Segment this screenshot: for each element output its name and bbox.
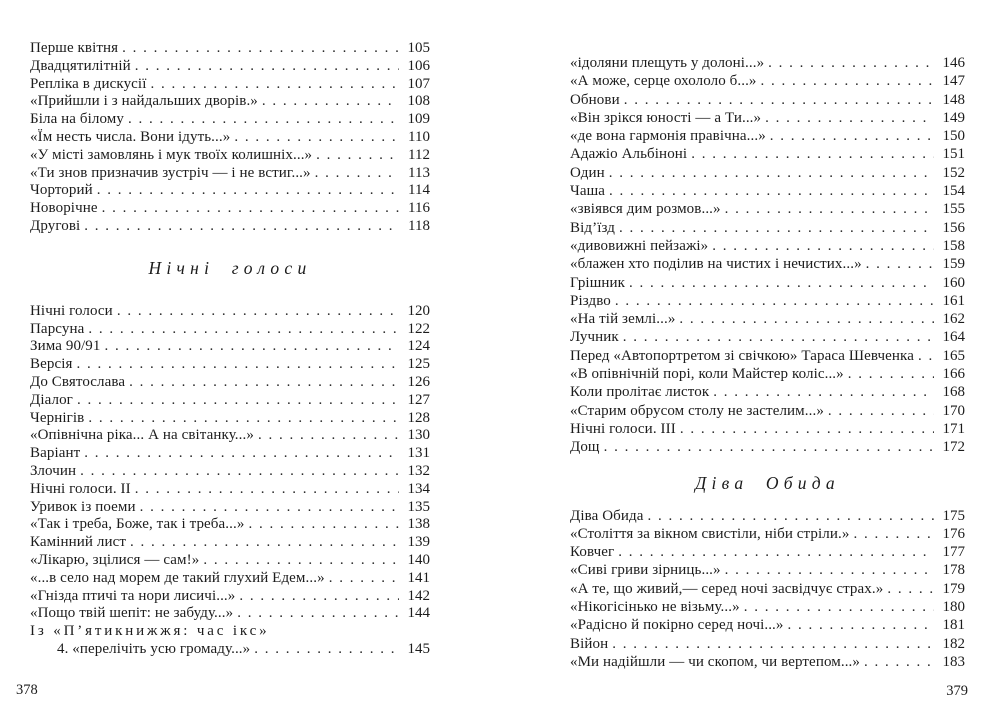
- toc-entry-title: «А те, що живий,— серед ночі засвідчує страх.»: [570, 580, 884, 597]
- toc-entry-page: 142: [407, 587, 430, 604]
- toc-entry-page: 182: [942, 635, 965, 652]
- toc-entry-title: Репліка в дискусії: [30, 75, 147, 92]
- toc-entry-title: «Він зрікся юності — а Ти...»: [570, 109, 762, 126]
- dot-leader: [761, 72, 934, 90]
- toc-entry-title: Діалог: [30, 391, 73, 408]
- toc-entry-page: 141: [407, 569, 430, 586]
- toc-entry-page: 120: [407, 302, 430, 319]
- toc-entry-page: 181: [942, 617, 965, 634]
- toc-entry-title: Діва Обида: [570, 507, 644, 524]
- dot-leader: [258, 427, 399, 445]
- toc-entry-page: 118: [408, 217, 430, 234]
- toc-entry-page: 150: [942, 128, 965, 145]
- toc-entry: [30, 303, 430, 321]
- section-heading: Діва Обида: [695, 472, 840, 493]
- toc-entry-title: «В опівнічній порі, коли Майстер коліс...»: [570, 366, 844, 383]
- dot-leader: [679, 310, 934, 328]
- toc-entry-title: Один: [570, 164, 605, 181]
- toc-page-right: [570, 54, 965, 671]
- toc-entry-page: 168: [942, 384, 965, 401]
- dot-leader: [140, 499, 399, 517]
- dot-leader: [135, 58, 399, 76]
- dot-leader: [88, 410, 399, 428]
- dot-leader: [329, 570, 399, 588]
- dot-leader: [128, 111, 399, 129]
- toc-entry-page: 183: [942, 653, 965, 670]
- toc-entry-page: 105: [407, 40, 430, 56]
- toc-entry-title: «...в село над морем де такий глухий Едем...»: [30, 569, 325, 586]
- toc-entry: [570, 598, 965, 616]
- toc-entry-title: Варіант: [30, 445, 81, 462]
- toc-entry-title: «Їм несть числа. Вони ідуть...»: [30, 128, 231, 145]
- toc-entry-page: 109: [407, 111, 430, 128]
- toc-entry-title: Нічні голоси. III: [570, 420, 676, 437]
- dot-leader: [102, 200, 399, 218]
- toc-entry: [30, 111, 430, 129]
- toc-entry-page: 177: [942, 544, 965, 561]
- toc-entry: [30, 356, 430, 374]
- toc-entry: [30, 338, 430, 356]
- toc-entry: [570, 543, 965, 561]
- toc-entry-title: Чернігів: [30, 409, 85, 426]
- toc-entry-title: Парсуна: [30, 320, 85, 337]
- toc-entry-page: 108: [407, 93, 430, 110]
- toc-entry: [30, 481, 430, 499]
- dot-leader: [316, 147, 399, 165]
- dot-leader: [691, 145, 934, 163]
- dot-leader: [713, 383, 934, 401]
- toc-entry-page: 159: [942, 256, 965, 273]
- toc-entry-page: 130: [407, 427, 430, 444]
- toc-entry: [30, 182, 430, 200]
- dot-leader: [765, 109, 934, 127]
- dot-leader: [122, 40, 399, 58]
- dot-leader: [248, 516, 399, 534]
- dot-leader: [788, 616, 934, 634]
- toc-entry-title: «звіявся дим розмов...»: [570, 201, 721, 218]
- toc-entry: [30, 321, 430, 339]
- section-heading: Нічні голоси: [148, 257, 312, 278]
- dot-leader: [84, 445, 399, 463]
- toc-entry-page: 179: [942, 580, 965, 597]
- toc-entry-title: «Ми надійшли — чи скопом, чи вертепом...»: [570, 653, 861, 670]
- toc-entry: [30, 129, 430, 147]
- toc-entry: [30, 392, 430, 410]
- toc-entry-page: 147: [942, 73, 965, 90]
- toc-entry-page: 176: [942, 525, 965, 542]
- toc-entry-page: 145: [407, 640, 430, 657]
- toc-entry: [570, 383, 965, 401]
- toc-entry-title: Від’їзд: [570, 219, 615, 236]
- toc-entry: [30, 570, 430, 588]
- dot-leader: [848, 365, 934, 383]
- toc-entry-title: «Прийшли і з найдальших дворів.»: [30, 93, 258, 110]
- toc-entry-title: Ковчег: [570, 544, 615, 561]
- toc-entry-page: 164: [942, 329, 965, 346]
- dot-leader: [254, 641, 399, 659]
- dot-leader: [853, 525, 934, 543]
- toc-entry: [30, 147, 430, 165]
- dot-leader: [624, 91, 934, 109]
- dot-leader: [604, 438, 934, 456]
- toc-entry: [570, 365, 965, 383]
- toc-entry-title: «Сиві гриви зірниць...»: [570, 562, 721, 579]
- toc-entry: [570, 328, 965, 346]
- toc-entry: [30, 641, 430, 659]
- toc-entry-title: Війон: [570, 635, 609, 652]
- toc-entry-page: 144: [407, 605, 430, 622]
- dot-leader: [80, 463, 399, 481]
- toc-entry-page: 113: [408, 164, 430, 181]
- toc-entry: [570, 402, 965, 420]
- toc-entry: [570, 219, 965, 237]
- dot-leader: [680, 420, 934, 438]
- toc-entry-page: 138: [407, 516, 430, 533]
- dot-leader: [135, 481, 399, 499]
- toc-entry-page: 106: [407, 57, 430, 74]
- toc-entry-page: 156: [942, 219, 965, 236]
- toc-entry-title: Чорторий: [30, 182, 93, 199]
- toc-entry-title: «Гнізда птичі та нори лисичі...»: [30, 587, 236, 604]
- toc-entry-title: Перше квітня: [30, 40, 119, 56]
- toc-entry: [30, 58, 430, 76]
- dot-leader: [744, 598, 934, 616]
- dot-leader: [623, 328, 934, 346]
- toc-entry-title: «Так і треба, Боже, так і треба...»: [30, 516, 245, 533]
- dot-leader: [615, 292, 934, 310]
- toc-entry-title: Чаша: [570, 183, 606, 200]
- toc-entry-page: 161: [942, 292, 965, 309]
- toc-entry-page: 152: [942, 164, 965, 181]
- dot-leader: [234, 129, 399, 147]
- dot-leader: [647, 507, 934, 525]
- toc-entry-page: 170: [942, 402, 965, 419]
- toc-entry-title: «дивовижні пейзажі»: [570, 237, 709, 254]
- toc-entry-page: 148: [942, 91, 965, 108]
- dot-leader: [77, 356, 400, 374]
- toc-entry: [570, 91, 965, 109]
- toc-entry-page: 155: [942, 201, 965, 218]
- toc-entry-title: Різдво: [570, 292, 611, 309]
- toc-entry-title: «ідоляни плещуть у долоні...»: [570, 55, 765, 71]
- dot-leader: [150, 76, 399, 94]
- toc-entry-page: 135: [407, 498, 430, 515]
- toc-entry-page: 125: [407, 356, 430, 373]
- toc-entry: [570, 580, 965, 598]
- dot-leader: [725, 561, 934, 579]
- toc-entry: [570, 72, 965, 90]
- toc-entry-title: Перед «Автопортретом зі свічкою» Тараса Шевченка: [570, 347, 914, 364]
- toc-entry: [30, 200, 430, 218]
- toc-entry-title: «Лікарю, зцілися — сам!»: [30, 551, 200, 568]
- dot-leader: [239, 588, 399, 606]
- toc-entry-page: 162: [942, 311, 965, 328]
- toc-entry-title: Адажіо Альбіноні: [570, 146, 688, 163]
- toc-entry-title: Другові: [30, 217, 81, 234]
- toc-entry-title: «У місті замовлянь і мук твоїх колишніх...»: [30, 146, 313, 163]
- toc-entry-page: 178: [942, 562, 965, 579]
- dot-leader: [88, 321, 399, 339]
- toc-entry-page: 126: [407, 373, 430, 390]
- dot-leader: [768, 54, 934, 72]
- toc-entry-page: 172: [942, 439, 965, 456]
- toc-entry-title: Нічні голоси: [30, 302, 113, 319]
- toc-entry-title: Лучник: [570, 329, 619, 346]
- toc-entry-title: «Ти знов призначив зустріч — і не встиг...»: [30, 164, 311, 181]
- dot-leader: [262, 93, 399, 111]
- page-number-left: 378: [16, 682, 38, 698]
- toc-entry-page: 110: [408, 128, 430, 145]
- toc-entry-title: Біла на білому: [30, 111, 124, 128]
- toc-entry-title: Камінний лист: [30, 534, 127, 551]
- toc-entry-page: 166: [942, 366, 965, 383]
- dot-leader: [887, 580, 934, 598]
- toc-entry-page: 116: [408, 200, 430, 217]
- toc-entry-page: 171: [942, 420, 965, 437]
- toc-entry: [30, 534, 430, 552]
- dot-leader: [129, 374, 399, 392]
- page-number-right: 379: [946, 683, 968, 699]
- toc-entry-title: «Радісно й покірно серед ночі...»: [570, 617, 784, 634]
- dot-leader: [130, 534, 399, 552]
- toc-entry: [570, 347, 965, 365]
- dot-leader: [203, 552, 399, 570]
- toc-entry-page: 165: [942, 347, 965, 364]
- toc-entry-title: Обнови: [570, 91, 620, 108]
- toc-entry: [570, 310, 965, 328]
- toc-entry-title: Нічні голоси. II: [30, 480, 131, 497]
- toc-entry-title: Дощ: [570, 439, 600, 456]
- toc-entry-title: Злочин: [30, 462, 77, 479]
- toc-entry: [570, 164, 965, 182]
- toc-entry: [30, 463, 430, 481]
- toc-entry: [30, 165, 430, 183]
- dot-leader: [918, 347, 934, 365]
- dot-leader: [97, 182, 399, 200]
- toc-entry: [570, 255, 965, 273]
- toc-entry: [30, 93, 430, 111]
- toc-entry: [570, 182, 965, 200]
- dot-leader: [315, 165, 399, 183]
- toc-entry-page: 132: [407, 462, 430, 479]
- toc-entry: [570, 54, 965, 72]
- dot-leader: [864, 653, 934, 671]
- toc-entry-title: «де вона гармонія правічна...»: [570, 128, 766, 145]
- toc-entry: [570, 561, 965, 579]
- toc-entry: [570, 420, 965, 438]
- dot-leader: [117, 303, 399, 321]
- toc-entry-page: 149: [942, 109, 965, 126]
- toc-entry-page: 131: [407, 445, 430, 462]
- toc-entry-title: «Пощо твій шепіт: не забуду...»: [30, 605, 234, 622]
- toc-entry: [570, 653, 965, 671]
- toc-entry-title: «блажен хто поділив на чистих і нечистих...»: [570, 256, 862, 273]
- toc-entry-title: Версія: [30, 356, 73, 373]
- dot-leader: [84, 218, 399, 236]
- toc-entry-title: Коли пролітає листок: [570, 384, 710, 401]
- toc-entry-title: «Опівнічна ріка... А на світанку...»: [30, 427, 254, 444]
- toc-entry-title: 4. «перелічіть усю громаду...»: [57, 640, 251, 657]
- toc-entry-page: 127: [407, 391, 430, 408]
- toc-entry: [570, 109, 965, 127]
- toc-entry: [570, 292, 965, 310]
- toc-entry: [30, 516, 430, 534]
- toc-entry-title: «Нікогісінько не візьму...»: [570, 599, 740, 616]
- toc-entry: [570, 438, 965, 456]
- dot-leader: [712, 237, 934, 255]
- toc-entry-page: 160: [942, 274, 965, 291]
- toc-entry-page: 139: [407, 534, 430, 551]
- toc-entry-page: 107: [407, 75, 430, 92]
- toc-entry: [30, 552, 430, 570]
- toc-entry-title: Грішник: [570, 274, 625, 291]
- toc-entry: [30, 605, 430, 623]
- toc-entry: [570, 525, 965, 543]
- dot-leader: [237, 605, 399, 623]
- dot-leader: [612, 635, 934, 653]
- toc-entry: [570, 616, 965, 634]
- toc-entry-page: 128: [407, 409, 430, 426]
- dot-leader: [629, 274, 934, 292]
- toc-entry-page: 180: [942, 599, 965, 616]
- toc-entry: [570, 274, 965, 292]
- dot-leader: [619, 219, 934, 237]
- toc-entry-page: 175: [942, 507, 965, 524]
- toc-entry: [570, 200, 965, 218]
- toc-entry: [30, 445, 430, 463]
- toc-entry-title: Двадцятилітній: [30, 57, 131, 74]
- toc-entry: [570, 145, 965, 163]
- toc-entry: [570, 127, 965, 145]
- dot-leader: [618, 543, 934, 561]
- toc-entry-page: 146: [942, 55, 965, 71]
- toc-entry-page: 154: [942, 183, 965, 200]
- dot-leader: [609, 182, 934, 200]
- toc-entry-title: «А може, серце охололо б...»: [570, 73, 757, 90]
- dot-leader: [770, 127, 934, 145]
- dot-leader: [725, 200, 934, 218]
- toc-entry-page: 122: [407, 320, 430, 337]
- toc-entry-page: 112: [408, 146, 430, 163]
- toc-entry: [30, 374, 430, 392]
- toc-entry-title: «Старим обрусом столу не застелим...»: [570, 402, 824, 419]
- toc-entry-page: 114: [408, 182, 430, 199]
- toc-entry-title: Новорічне: [30, 200, 98, 217]
- dot-leader: [866, 255, 934, 273]
- toc-entry: [30, 427, 430, 445]
- toc-entry-page: 134: [407, 480, 430, 497]
- toc-entry: [30, 40, 430, 58]
- toc-entry-title: «Століття за вікном свистіли, ніби стріли.»: [570, 525, 850, 542]
- toc-entry: [30, 588, 430, 606]
- toc-entry-title: До Святослава: [30, 373, 126, 390]
- toc-entry-title: Уривок із поеми: [30, 498, 136, 515]
- toc-entry: [30, 410, 430, 428]
- toc-entry-page: 124: [407, 338, 430, 355]
- toc-entry-page: 140: [407, 551, 430, 568]
- toc-entry-title: «На тій землі...»: [570, 311, 676, 328]
- toc-entry-page: 158: [942, 237, 965, 254]
- dot-leader: [609, 164, 934, 182]
- toc-page-left: [30, 40, 430, 659]
- dot-leader: [828, 402, 934, 420]
- toc-entry: [30, 218, 430, 236]
- toc-entry: [570, 635, 965, 653]
- dot-leader: [105, 338, 399, 356]
- toc-entry-page: 151: [942, 146, 965, 163]
- toc-entry: [30, 76, 430, 94]
- toc-entry: [570, 507, 965, 525]
- toc-entry-title: Зима 90/91: [30, 338, 101, 355]
- toc-entry: [570, 237, 965, 255]
- dot-leader: [77, 392, 399, 410]
- cycle-subheading: Із «П’ятикнижжя: час ікс»: [30, 623, 270, 640]
- toc-entry: [30, 499, 430, 517]
